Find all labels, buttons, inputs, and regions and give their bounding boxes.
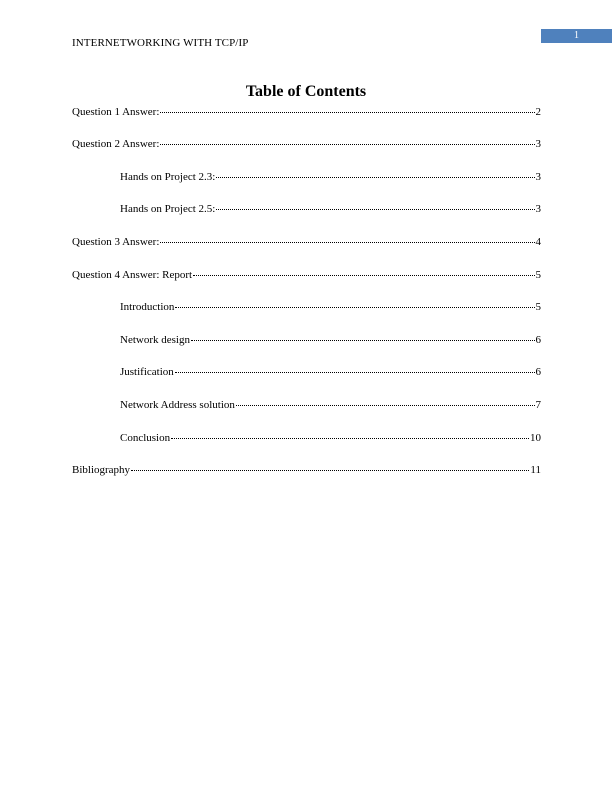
toc-dot-leader [216, 209, 534, 210]
toc-entry-network-address-solution[interactable] [120, 398, 541, 412]
toc-entry-bibliography[interactable] [72, 463, 541, 477]
toc-entry-network-design[interactable] [120, 333, 541, 347]
toc-entry-page: 6 [535, 366, 541, 378]
toc-dot-leader [175, 307, 534, 308]
toc-dot-leader [191, 340, 535, 341]
toc-entry-label: Hands on Project 2.5: [120, 203, 216, 215]
toc-dot-leader [236, 405, 535, 406]
toc-entry-label: Network design [120, 334, 190, 346]
toc-entry-question-2[interactable] [72, 137, 541, 151]
toc-entry-page: 3 [535, 138, 541, 150]
toc-dot-leader [131, 470, 529, 471]
toc-dot-leader [175, 372, 535, 373]
toc-entry-justification[interactable] [120, 365, 541, 379]
toc-entry-label: Bibliography [72, 464, 131, 476]
toc-entry-page: 5 [535, 301, 541, 313]
toc-entry-label: Question 1 Answer: [72, 106, 160, 118]
toc-entry-conclusion[interactable] [120, 431, 541, 445]
toc-entry-label: Question 4 Answer: Report [72, 269, 193, 281]
page-number-badge: 1 [541, 29, 612, 43]
toc-entry-page: 10 [530, 432, 541, 444]
toc-entry-page: 3 [535, 171, 541, 183]
toc-entry-label: Network Address solution [120, 399, 235, 411]
toc-entry-question-4[interactable] [72, 268, 541, 282]
toc-entry-page: 4 [535, 236, 541, 248]
toc-entry-label: Question 2 Answer: [72, 138, 160, 150]
toc-entry-label: Hands on Project 2.3: [120, 171, 216, 183]
toc-entry-hands-on-2-3[interactable] [120, 170, 541, 184]
toc-title: Table of Contents [245, 83, 367, 100]
toc-dot-leader [171, 438, 529, 439]
toc-entry-page: 5 [535, 269, 541, 281]
toc-entry-page: 7 [535, 399, 541, 411]
toc-entry-hands-on-2-5[interactable] [120, 202, 541, 216]
toc-entry-introduction[interactable] [120, 300, 541, 314]
running-head: INTERNETWORKING WITH TCP/IP [72, 37, 249, 49]
toc-dot-leader [193, 275, 534, 276]
toc-entry-page: 11 [530, 464, 541, 476]
toc-entry-question-1[interactable] [72, 105, 541, 119]
toc-dot-leader [160, 144, 534, 145]
toc-entry-label: Conclusion [120, 432, 171, 444]
toc-entry-page: 3 [535, 203, 541, 215]
toc-entry-page: 6 [535, 334, 541, 346]
toc-dot-leader [160, 112, 534, 113]
toc-entry-page: 2 [535, 106, 541, 118]
toc-dot-leader [160, 242, 534, 243]
toc-entry-label: Question 3 Answer: [72, 236, 160, 248]
toc-entry-label: Introduction [120, 301, 175, 313]
toc-entry-question-3[interactable] [72, 235, 541, 249]
toc-entry-label: Justification [120, 366, 174, 378]
toc-dot-leader [216, 177, 534, 178]
